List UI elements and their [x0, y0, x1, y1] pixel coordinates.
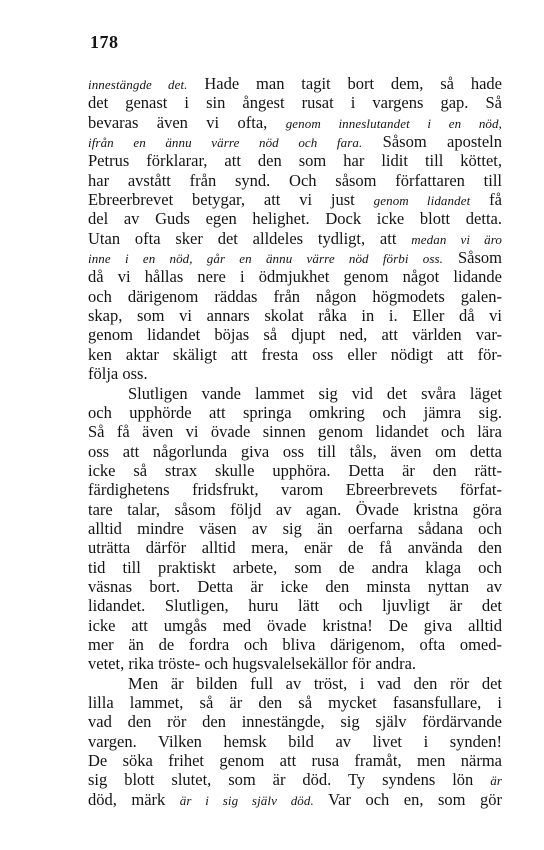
text-run: tid till praktiskt arbete, som de andra klaga och — [88, 557, 502, 577]
text-line — [88, 558, 502, 577]
text-run: då vi hållas nere i ödmjukhet genom något lidande — [88, 267, 502, 287]
text-run: Såsom — [443, 248, 502, 268]
text-line — [88, 113, 502, 132]
text-line — [88, 770, 502, 789]
text-line — [88, 500, 502, 519]
text-run: del av Guds egen helighet. Dock icke blott detta. — [88, 209, 502, 229]
text-line — [88, 209, 502, 228]
text-run: färdighetens fridsfrukt, varom Ebreerbrevets förfat- — [88, 480, 502, 500]
text-run: död, märk — [88, 789, 180, 809]
text-run: ken aktar skäligt att fresta oss eller nödigt att för- — [88, 344, 502, 364]
italic-text: är i sig själv död. — [179, 792, 314, 808]
text-run: vargen. Vilken hemsk bild av livet i synden! — [88, 731, 502, 751]
text-run: lidandet. Slutligen, huru lätt och ljuvligt är det — [88, 596, 502, 616]
text-line — [88, 364, 502, 383]
text-run: få — [470, 190, 502, 210]
text-run: Utan ofta sker det alldeles tydligt, att — [88, 228, 412, 248]
text-run: Hade man tagit bort dem, så hade — [187, 74, 502, 93]
text-line — [88, 93, 502, 112]
text-line — [88, 267, 502, 286]
text-run: Såsom aposteln — [362, 132, 502, 152]
italic-text: innestängde det. — [88, 77, 188, 92]
text-run: och därigenom räddas från någon högmodets galen- — [88, 286, 502, 306]
text-run: sig blott slutet, som är död. Ty syndens lön — [88, 770, 491, 790]
text-run: mer än de fordra och bliva därigenom, ofta omed- — [88, 634, 502, 654]
text-line — [88, 538, 502, 557]
text-line — [88, 248, 502, 267]
text-line — [88, 287, 502, 306]
italic-text: ifrån en ännu värre nöd och fara. — [88, 135, 363, 151]
text-run: tare talar, såsom följd av agan. Övade kristna göra — [88, 499, 502, 519]
text-run: Petrus förklarar, att den som har lidit till köttet, — [88, 151, 502, 171]
text-line — [88, 674, 502, 693]
italic-text: medan vi äro — [411, 231, 502, 247]
text-line — [88, 345, 502, 364]
text-line — [88, 384, 502, 403]
italic-text: är — [490, 773, 502, 789]
text-line — [88, 519, 502, 538]
text-run: följa oss. — [88, 364, 148, 384]
text-line — [88, 461, 502, 480]
text-line — [88, 596, 502, 615]
text-run: och upphörde att springa omkring och jämra sig. — [88, 402, 502, 422]
text-line — [88, 693, 502, 712]
text-run: icke att umgås med övade kristna! De giva alltid — [88, 615, 502, 635]
text-run: skap, som vi annars skolat råka in i. Eller då vi — [88, 306, 502, 326]
text-run: bevaras även vi ofta, — [88, 112, 286, 132]
text-line — [88, 577, 502, 596]
text-line — [88, 654, 502, 673]
text-line — [88, 151, 502, 170]
text-line — [88, 751, 502, 770]
text-run: Ebreerbrevet betygar, att vi just — [88, 190, 374, 210]
body-text — [88, 74, 502, 809]
text-run: det genast i sin ångest rusat i vargens gap. Så — [88, 93, 502, 113]
italic-text: genom lidandet — [373, 193, 471, 209]
text-line — [88, 732, 502, 751]
text-run: De söka frihet genom att rusa framåt, men närma — [88, 751, 502, 771]
text-run: oss att någorlunda giva oss till tåls, även om detta — [88, 441, 502, 461]
text-line — [88, 480, 502, 499]
text-line — [88, 790, 502, 809]
italic-text: genom inneslutandet i en nöd, — [285, 115, 502, 131]
text-run: har avstått från synd. Och såsom författaren till — [88, 170, 502, 190]
text-line — [88, 74, 502, 93]
text-line — [88, 229, 502, 248]
text-line — [88, 132, 502, 151]
text-run: Så få även vi övade sinnen genom lidandet och lära — [88, 422, 502, 442]
text-line — [88, 171, 502, 190]
text-run: lilla lammet, så är den så mycket fasansfullare, i — [88, 693, 502, 712]
text-line — [88, 403, 502, 422]
text-line — [88, 306, 502, 325]
text-run: vetet, rika tröste- och hugsvalelsekällor för andra. — [88, 654, 417, 674]
text-line — [88, 325, 502, 344]
text-line — [88, 635, 502, 654]
text-line — [88, 422, 502, 441]
text-run: Slutligen vande lammet sig vid det svåra läget — [128, 383, 502, 403]
text-line — [88, 616, 502, 635]
text-run: icke så strax skulle upphöra. Detta är den rätt- — [88, 460, 502, 480]
text-run: Var och en, som gör — [313, 789, 503, 809]
text-line — [88, 442, 502, 461]
text-run: Men är bilden full av tröst, i vad den rör det — [128, 673, 502, 693]
text-line — [88, 190, 502, 209]
page-number: 178 — [90, 32, 119, 52]
text-run: väsnas bort. Detta är icke den minsta nyttan av — [88, 576, 502, 596]
text-line — [88, 712, 502, 731]
text-run: genom lidandet böjas så djupt ned, att världen var- — [88, 325, 502, 345]
text-run: alltid mindre väsen av sig än oerfarna sådana och — [88, 518, 502, 538]
italic-text: inne i en nöd, går en ännu värre nöd förbi oss. — [88, 251, 444, 267]
text-run: vad den rör den innestängde, sig själv fördärvande — [88, 712, 502, 732]
text-run: uträtta därför alltid mera, enär de få använda den — [88, 538, 502, 558]
